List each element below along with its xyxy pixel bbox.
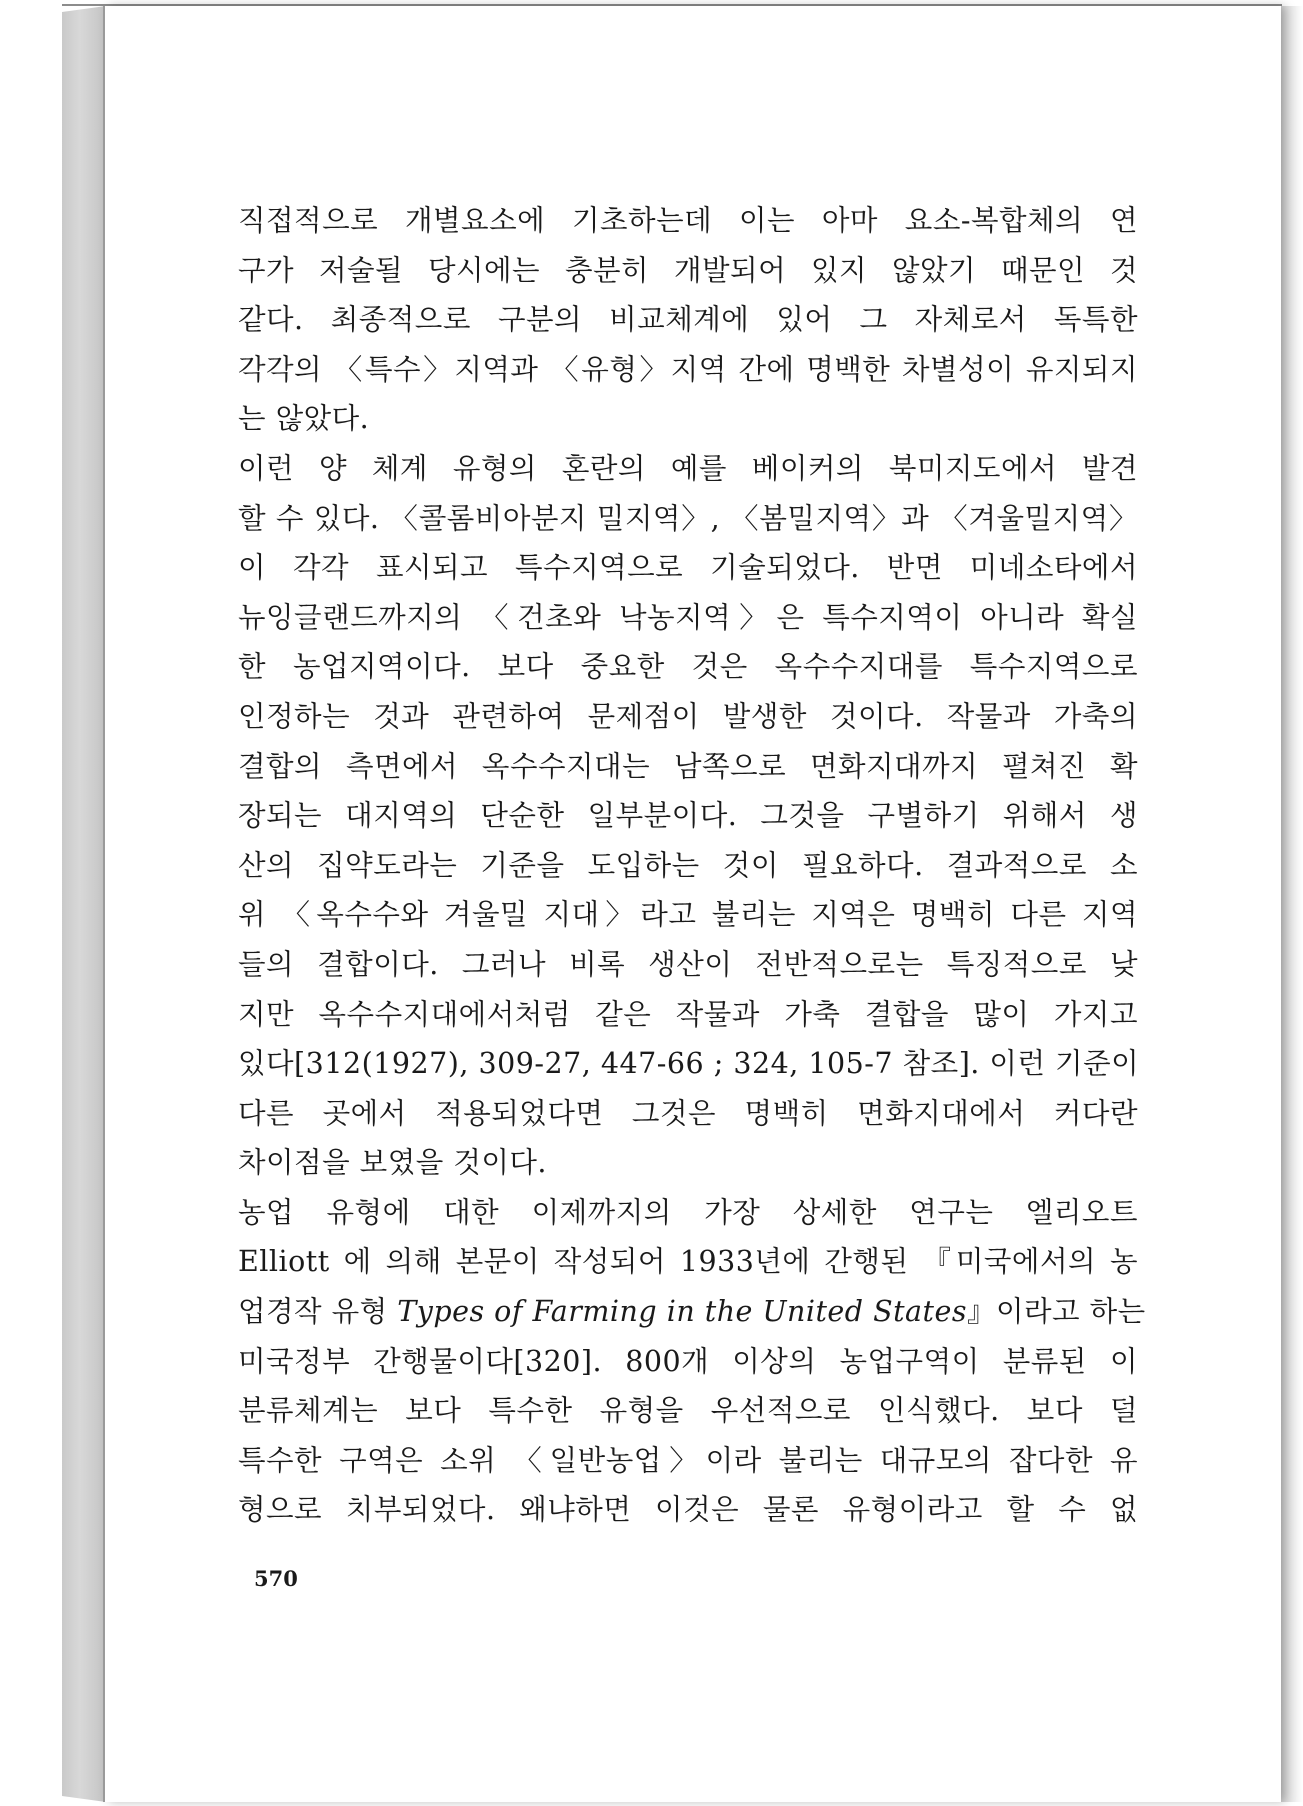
- text-line: 지만 옥수수지대에서처럼 같은 작물과 가축 결합을 많이 가지고: [238, 997, 1138, 1031]
- page-body-text: [238, 196, 1146, 1535]
- text-line: 는 않았다.: [238, 402, 370, 436]
- text-line: 한 농업지역이다. 보다 중요한 것은 옥수수지대를 특수지역으로: [238, 650, 1138, 684]
- text-line-with-title: [238, 1287, 1146, 1337]
- text-line: 미국정부 간행물이다[320]. 800개 이상의 농업구역이 분류된 이: [238, 1344, 1138, 1378]
- text-line: 같다. 최종적으로 구분의 비교체계에 있어 그 자체로서 독특한: [238, 303, 1138, 337]
- text-line: 뉴잉글랜드까지의 〈건초와 낙농지역〉은 특수지역이 아니라 확실: [238, 600, 1138, 634]
- page-shadow: [1281, 6, 1303, 1802]
- text-line: 인정하는 것과 관련하여 문제점이 발생한 것이다. 작물과 가축의: [238, 699, 1138, 733]
- text-line: 각각의 〈특수〉지역과 〈유형〉지역 간에 명백한 차별성이 유지되지: [238, 352, 1138, 386]
- text-line: 농업 유형에 대한 이제까지의 가장 상세한 연구는 엘리오트: [238, 1195, 1138, 1229]
- text-line: 들의 결합이다. 그러나 비록 생산이 전반적으로는 특징적으로 낮: [238, 947, 1138, 981]
- text-segment: 』이라고 하는: [967, 1295, 1146, 1329]
- text-line: 장되는 대지역의 단순한 일부분이다. 그것을 구별하기 위해서 생: [238, 799, 1138, 833]
- page-spine-line: [103, 6, 105, 1802]
- text-line: 구가 저술될 당시에는 충분히 개발되어 있지 않았기 때문인 것: [238, 253, 1138, 287]
- text-line: 분류체계는 보다 특수한 유형을 우선적으로 인식했다. 보다 덜: [238, 1394, 1138, 1428]
- paragraph-3: [238, 1188, 1146, 1535]
- text-line: 할 수 있다. 〈콜롬비아분지 밀지역〉, 〈봄밀지역〉과 〈겨울밀지역〉: [238, 501, 1138, 535]
- text-line: 이 각각 표시되고 특수지역으로 기술되었다. 반면 미네소타에서: [238, 551, 1138, 585]
- paragraph-1: [238, 196, 1138, 444]
- text-line: 다른 곳에서 적용되었다면 그것은 명백히 면화지대에서 커다란: [238, 1096, 1138, 1130]
- text-line: 형으로 치부되었다. 왜냐하면 이것은 물론 유형이라고 할 수 없: [238, 1493, 1138, 1527]
- text-line: 이런 양 체계 유형의 혼란의 예를 베이커의 북미지도에서 발견: [238, 451, 1138, 485]
- text-segment: 업경작 유형: [238, 1295, 398, 1329]
- text-line: 위 〈옥수수와 겨울밀 지대〉라고 불리는 지역은 명백히 다른 지역: [238, 898, 1138, 932]
- text-line: 직접적으로 개별요소에 기초하는데 이는 아마 요소-복합체의 연: [238, 204, 1138, 237]
- text-line: 있다[312(1927), 309-27, 447-66 ; 324, 105-7 참조]. 이런 기준이: [238, 1047, 1140, 1081]
- text-line: 산의 집약도라는 기준을 도입하는 것이 필요하다. 결과적으로 소: [238, 848, 1138, 882]
- page-number: 570: [254, 1566, 298, 1591]
- book-page-edges: [62, 6, 106, 1802]
- text-line: Elliott 에 의해 본문이 작성되어 1933년에 간행된 『미국에서의 농: [238, 1245, 1138, 1279]
- book-title-italic: Types of Farming in the United States: [397, 1295, 967, 1329]
- paragraph-2: [238, 444, 1138, 1188]
- text-line: 결합의 측면에서 옥수수지대는 남쪽으로 면화지대까지 펼쳐진 확: [238, 749, 1138, 783]
- text-line: 차이점을 보였을 것이다.: [238, 1146, 547, 1180]
- text-line: 특수한 구역은 소위 〈일반농업〉이라 불리는 대규모의 잡다한 유: [238, 1443, 1138, 1477]
